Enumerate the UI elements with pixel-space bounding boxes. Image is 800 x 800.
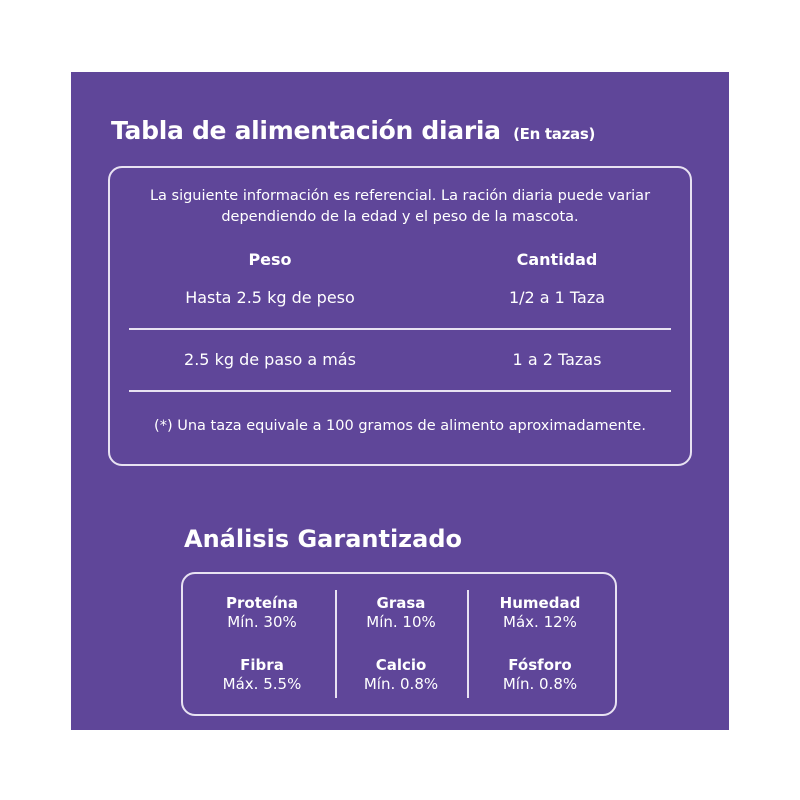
nutrition-panel [71, 72, 729, 730]
nutrient-name: Fósforo [508, 656, 572, 674]
nutrient-protein [197, 594, 327, 632]
nutrient-phosphorus [475, 656, 605, 694]
nutrient-value: Máx. 5.5% [222, 675, 302, 693]
nutrient-value: Mín. 10% [366, 613, 436, 631]
nutrient-value: Máx. 12% [503, 613, 577, 631]
nutrient-calcium [336, 656, 466, 694]
nutrient-name: Calcio [375, 656, 427, 674]
row-divider [129, 390, 671, 392]
feeding-table-title [111, 116, 595, 145]
row-2-amount: 1 a 2 Tazas [512, 350, 602, 369]
feeding-intro [110, 186, 690, 228]
nutrient-value: Mín. 0.8% [363, 675, 439, 693]
nutrient-fiber [197, 656, 327, 694]
weight-column-header: Peso [248, 250, 292, 269]
nutrient-name: Humedad [499, 594, 581, 612]
row-1-amount: 1/2 a 1 Taza [508, 288, 606, 307]
analysis-title: Análisis Garantizado [184, 525, 463, 553]
analysis-grid [181, 572, 617, 716]
intro-line-1: La siguiente información es referencial. La ración diaria puede variar [149, 188, 651, 204]
feeding-table [108, 166, 692, 466]
nutrient-name: Proteína [226, 594, 298, 612]
nutrient-fat [336, 594, 466, 632]
nutrient-moisture [475, 594, 605, 632]
feeding-footnote: (*) Una taza equivale a 100 gramos de alimento aproximadamente. [154, 418, 646, 434]
feeding-title-text: Tabla de alimentación diaria [111, 116, 501, 145]
nutrient-value: Mín. 0.8% [502, 675, 578, 693]
nutrient-name: Grasa [376, 594, 426, 612]
feeding-title-unit: (En tazas) [513, 125, 596, 143]
nutrient-name: Fibra [240, 656, 284, 674]
row-2-weight: 2.5 kg de paso a más [184, 350, 356, 369]
intro-line-2: dependiendo de la edad y el peso de la mascota. [221, 209, 579, 225]
row-1-weight: Hasta 2.5 kg de peso [185, 288, 355, 307]
nutrient-value: Mín. 30% [227, 613, 297, 631]
amount-column-header: Cantidad [516, 250, 598, 269]
column-divider [467, 590, 469, 698]
row-divider [129, 328, 671, 330]
